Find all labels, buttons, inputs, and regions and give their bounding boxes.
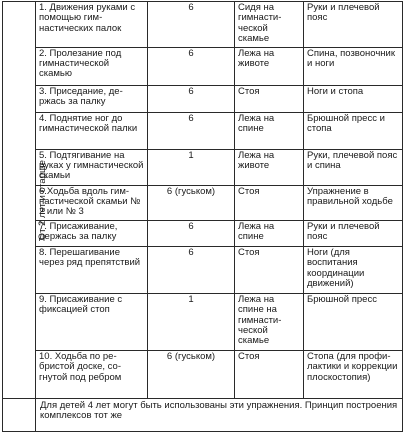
table-row <box>3 112 403 149</box>
muscle-group: Упражнение в правильной ходьбе <box>304 185 403 220</box>
repetition-count: 1 <box>148 149 235 185</box>
exercise-name: 1. Движения руками с помощью гимнастических палок <box>36 2 148 48</box>
repetition-count: 6 <box>148 2 235 48</box>
table-row <box>3 2 403 48</box>
exercise-name: 6.Ходьба вдоль гимнастической скамьи № 2 или № 3 <box>36 185 148 220</box>
footnote-row <box>3 398 403 431</box>
exercise-name: 8. Перешагивание через ряд препятствий <box>36 246 148 293</box>
muscle-group: Руки и плечевой пояс <box>304 220 403 246</box>
muscle-group: Руки и плечевой пояс <box>304 2 403 48</box>
muscle-group: Спина, позвоночник и ноги <box>304 47 403 85</box>
starting-position: Лежа на спине на гимнастической скамье <box>235 293 304 350</box>
starting-position: Стоя <box>235 85 304 112</box>
starting-position: Стоя <box>235 246 304 293</box>
repetition-count: 6 <box>148 85 235 112</box>
muscle-group: Брюшной пресс и стопа <box>304 112 403 149</box>
muscle-group: Стопа (для профилактики и коррекции плоскостопия) <box>304 350 403 398</box>
starting-position: Лежа на животе <box>235 149 304 185</box>
age-group-label: От 2 лет и старше <box>36 159 48 241</box>
repetition-count: 6 <box>148 112 235 149</box>
footnote-text: Для детей 4 лет могут быть использованы эти упражнения. Принцип построения комплексов тот же <box>36 398 403 431</box>
muscle-group: Брюшной пресс <box>304 293 403 350</box>
table-row <box>3 220 403 246</box>
exercise-name: 2. Пролезание под гимнастической скамью <box>36 47 148 85</box>
age-group-cell <box>3 2 48 399</box>
repetition-count: 6 (гуськом) <box>148 185 235 220</box>
exercise-table <box>2 1 403 432</box>
starting-position: Лежа на спине <box>235 112 304 149</box>
starting-position: Лежа на спине <box>235 220 304 246</box>
repetition-count: 6 <box>148 47 235 85</box>
table-row <box>3 85 403 112</box>
table-row <box>3 350 403 398</box>
table-row <box>3 246 403 293</box>
repetition-count: 6 (гуськом) <box>148 350 235 398</box>
repetition-count: 6 <box>148 246 235 293</box>
muscle-group: Руки, плечевой пояс и спина <box>304 149 403 185</box>
starting-position: Стоя <box>235 350 304 398</box>
starting-position: Лежа на животе <box>235 47 304 85</box>
table-row <box>3 293 403 350</box>
footnote-spacer-cell <box>3 398 36 431</box>
muscle-group: Ноги (для воспитания координации движений) <box>304 246 403 293</box>
exercise-name: 7. Присаживание, держась за палку <box>36 220 148 246</box>
exercise-name: 4. Поднятие ног до гимнастической палки <box>36 112 148 149</box>
table-row <box>3 47 403 85</box>
muscle-group: Ноги и стопа <box>304 85 403 112</box>
exercise-name: 5. Подтягивание на руках у гимнастической скамьи <box>36 149 148 185</box>
table-row <box>3 149 403 185</box>
starting-position: Сидя на гимнастической скамье <box>235 2 304 48</box>
starting-position: Стоя <box>235 185 304 220</box>
exercise-name: 3. Приседание, держась за палку <box>36 85 148 112</box>
exercise-name: 9. Присаживание с фиксацией стоп <box>36 293 148 350</box>
repetition-count: 6 <box>148 220 235 246</box>
exercise-name: 10. Ходьба по ребристой доске, согнутой под ребром <box>36 350 148 398</box>
table-row <box>3 185 403 220</box>
repetition-count: 1 <box>148 293 235 350</box>
